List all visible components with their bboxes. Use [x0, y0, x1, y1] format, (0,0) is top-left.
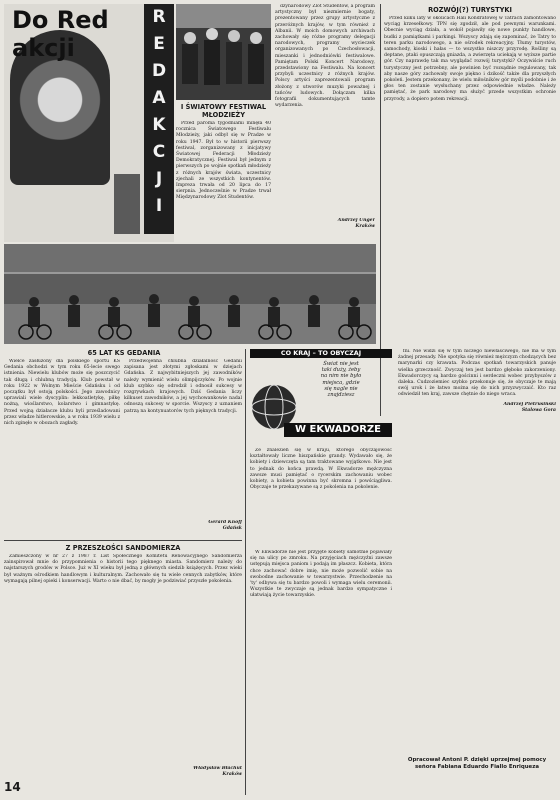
sandomierz-signature: Władysław Błachut Kraków — [193, 766, 242, 778]
festival-headline: I ŚWIATOWY FESTIWAL MŁODZIEŻY — [180, 103, 267, 119]
tourism-signature: Andrzej Pietrusiński Stalowa Gora — [503, 402, 556, 414]
ecuador-credit: Opracował Antoni P. dzięki uprzejmej pomocy señora Fabiana Eduardo Fiallo Enriqueza — [407, 757, 547, 770]
masthead-letter: C — [152, 142, 166, 162]
festival-signature: Andrzej Unger Kraków — [337, 218, 375, 229]
masthead-letter: K — [152, 115, 166, 135]
ecuador-poem — [296, 361, 386, 398]
masthead-letter: R — [152, 7, 166, 27]
festival-col1: Przed paroma tygodniami minęła 40 rocznica Światowego Festiwalu Młodzieży, jaki odbył się w Pradze w roku 1947. Był to w historii pierwszy festiwal, zorganizowany z inicjatywy Światowej Federacji Młodzieży Demokratycznej. Festiwal był jednym z pierwszych po wojnie spotkań młodzieży z różnych krajów świata, uczestnicy zjechali ze wszystkich kontynentów. Impreza trwała od 20 lipca do 17 sierpnia. Jednocześnie w Pradze trwał Międzynarodowy Zlot Studentów. — [176, 121, 271, 201]
masthead-letter: I — [155, 196, 163, 216]
poem-line: miejsca, gdzie — [322, 379, 360, 386]
gedania-col2: Przedwojenna chlubna działalność Gedanii zapisana jest złotymi zgłoskami w dziejach Gdańska. Z najwybitniejszych jej zawodników należy wymienić wielu olimpijczyków. Po wojnie klub szybko się odrodził i odnosił sukcesy w rozgrywkach krajowych. Dziś Gedania liczy kilkuset zawodników, a jej wychowankowie nadal odnoszą sukcesy w sporcie. Wszyscy z uznaniem patrzą na kontynuatorów tych pięknych tradycji. — [124, 359, 242, 414]
sandomierz-headline: Z PRZESZŁOŚCI SANDOMIERZA — [65, 544, 181, 552]
lamp-stand — [114, 174, 140, 234]
poem-line: Świat nie jest — [323, 361, 359, 367]
gedania-headline: 65 LAT KS GEDANIA — [87, 349, 161, 357]
poem-line: znajdziesz — [327, 392, 355, 399]
gedania-signature: Gerard Knoff Gdańsk — [208, 520, 242, 532]
divider — [245, 349, 246, 795]
poem-line: taki duży, żeby — [321, 367, 361, 374]
people-silhouettes — [176, 4, 271, 100]
ecuador-col1: Ze znalezień się w kraju, którego obyczajowość kształtowały liczne hiszpańskie grandy. Wydawało się, że kobiety i dziewczęta są tam traktowane wyjątkowo. Nie jest to jednak do końca prawdą. W Ekwadorze mężczyzna zawsze musi pamiętać o rycerskim zachowaniu wobec kobiety, a kobieta powinna być skromna i powściągliwa. Obyczaje te przekazywane są z pokolenia na pokolenie. — [250, 448, 392, 491]
cyclists-photo — [4, 244, 376, 344]
masthead-letter: E — [153, 34, 165, 54]
ecuador-headline: W EKWADORZE — [284, 423, 392, 437]
cyclists-silhouettes — [4, 244, 376, 344]
festival-col2: dzynarodowy Zlot Studentów, a program artystyczny był niezmiernie bogaty, prezentowany przez grupy artystyczne z przeróżnych krajów, w tym również z Albanii. W moich domowych archiwach zachowały się różne programy delegacji narodowych, programy wycieczek organizowanych po Czechosłowacji, mieszanki i jednodniówki festiwalowe. Pamiętam Polski Koncert Narodowy, przedstawiony na Festiwalu. Na koncert przybyli uczestnicy z różnych krajów. Polscy artyści zaprezentowali program złożony z utworów muzyki poważnej i tańców ludowych. Dołączam kilka fotografii dokumentujących tamte wydarzenia. — [275, 4, 375, 109]
masthead-title: Do Red akcji — [12, 6, 109, 62]
masthead-letters — [144, 4, 174, 234]
masthead-letter: D — [151, 61, 167, 81]
tourism-body: Przed kilku laty w okolicach Hali Kondratowej w Tatrach zamontowano wyciąg krzesełkowy. TPN się zgodził, ale pod pewnymi warunkami. Obecnie wyciąg działa, a wokół pojawiły się nowe punkty handlowe, budki z pamiątkami i parkingi. Wszyscy zdają się zapominać, że Tatry to teren parku narodowego, a nie ośrodek rekreacyjny. Tłumy turystów, samochody, kioski i hałas — to wszystko niszczy przyrodę. Rośliny są deptane, ptaki opuszczają gniazda, a zwierzęta uciekają w wyższe partie gór. Czy naprawdę tak ma wyglądać rozwój turystyki? Oczywiście ruch turystyczny jest potrzebny, ale powinien być rozsądnie regulowany, tak aby nasze góry zachowały swoje piękno i dzikość także dla przyszłych pokoleń. Jestem przekonany, że wielu miłośników gór myśli podobnie i że głos ten zostanie wysłuchany przez odpowiednie władze. Należy pamiętać, że park narodowy ma służyć przede wszystkim ochronie przyrody, a dopiero potem rekreacji. — [384, 16, 556, 102]
poem-line: na nim nie było — [320, 373, 362, 380]
masthead-letter: J — [155, 169, 163, 189]
gedania-col1: Wielce zasłużony dla polskiego sportu KS Gedania obchodzi w tym roku 65-lecie swego istnienia. Niewielu klubów może się poszczycić tak długą i chlubną tradycją. Klub powstał w roku 1922 w Wolnym Mieście Gdańsku i od początku był ostoją polskości. Jego zawodnicy uprawiali wiele dyscyplin: lekkoatletykę, piłkę nożną, wioślarstwo, kolarstwo i gimnastykę. Przed wojną działacze klubu byli prześladowani przez władze hitlerowskie, a w roku 1939 wielu z nich zginęło w obozach zagłady. — [4, 359, 120, 427]
masthead-panel — [4, 4, 174, 242]
masthead-letter: A — [152, 88, 166, 108]
ecuador-header — [250, 349, 392, 445]
festival-photo — [176, 4, 271, 100]
poem-line: się nagle nie — [324, 385, 358, 392]
page-number: 14 — [4, 780, 21, 794]
ecuador-kicker: CO KRAJ – TO OBYCZAJ — [250, 349, 392, 358]
ecuador-col2: W Ekwadorze nie jest przyjęte kobiety samotnie pojawiały się na ulicy po zmroku. Na przyjęciach mężczyźni zawsze ustępują miejsca paniom i podają im płaszcz. Kobieta, która chce zachować dobre imię, nie może pozwolić sobie na swobodne zachowanie w towarzystwie. Przechodzenie na 'ty' odbywa się tu bardzo powoli i wymaga wielu ceremonii. Wszystkie te zwyczaje są jednak bardzo sympatyczne i ułatwiają życie towarzyskie. — [250, 550, 392, 599]
divider — [4, 540, 242, 541]
sandomierz-body: Zamieszczony w nr 27 z 1987 r. List Społecznego Komitetu Renowacyjnego Sandomierza zainspirował mnie do przypomnienia o historii tego pięknego miasta. Sandomierz należy do najstarszych grodów w Polsce. Już w XI wieku był jedną z głównych siedzib książęcych. Przez wieki był ważnym ośrodkiem handlowym i kulturalnym. Zachowało się tu wiele cennych zabytków, które wymagają pilnej opieki i konserwacji. Warto o nie dbać, by mogły je podziwiać przyszłe pokolenia. — [4, 554, 242, 584]
ecuador-col3: fni. Nie widzi się w tym niczego niewłaściwego, nie ma w tym żadnej przesady. Nie spotyka się również mężczyzn chodzących bez marynarki czy krawata. Podczas spotkań towarzyskich panuje wielka grzeczność. Zwyczaj ten jest bardzo głęboko zakorzeniony. Ekwadorczycy są bardzo gościnni i serdeczni wobec przybyszów z daleka. Cudzoziemiec szybko przekonuje się, że obyczaje te mają swój urok i że łatwo można się do nich przyzwyczaić. Kto raz odwiedził ten kraj, zawsze chętnie do niego wraca. — [398, 349, 556, 398]
tourism-headline: ROZWÓJ(?) TURYSTYKI — [428, 6, 512, 14]
